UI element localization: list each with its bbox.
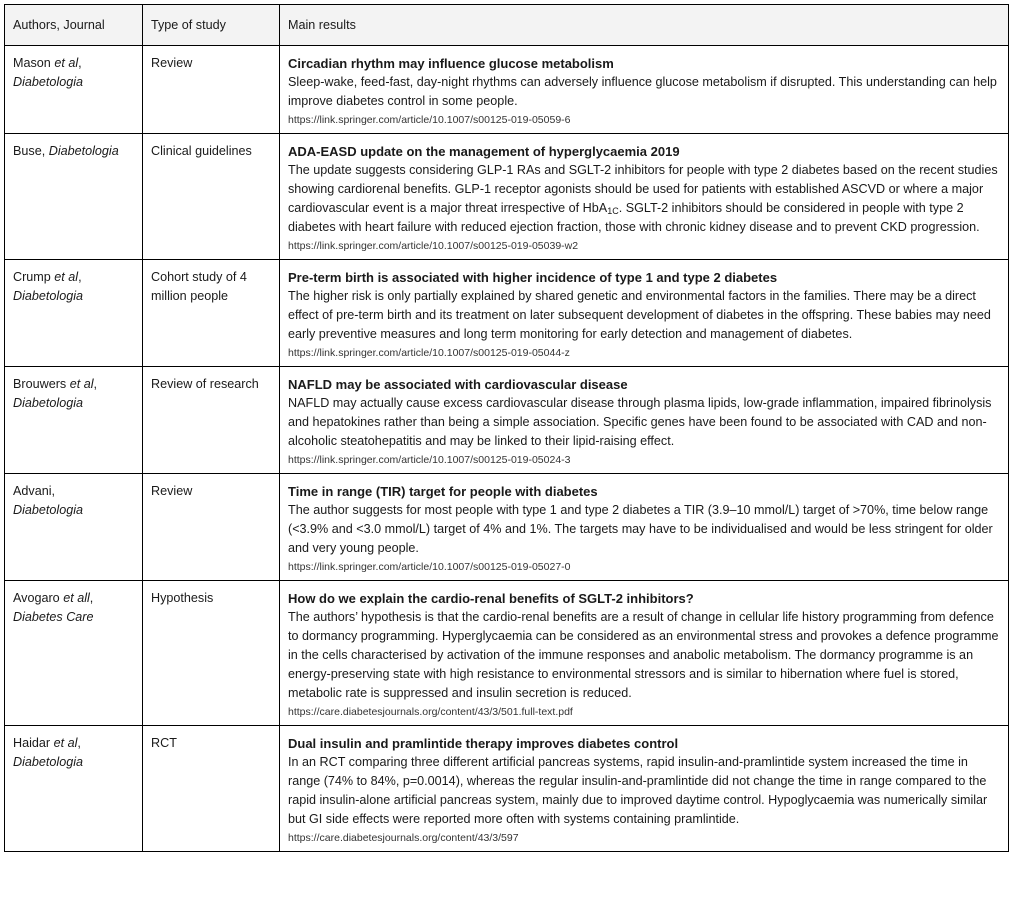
results-cell	[280, 367, 1009, 474]
comma: ,	[93, 377, 98, 391]
author-cell	[5, 367, 143, 474]
study-type: RCT	[143, 726, 280, 852]
author-name: Haidar	[13, 736, 51, 750]
comma: ,	[77, 736, 81, 750]
journal-name: Diabetologia	[13, 289, 84, 303]
study-type: Review	[143, 474, 280, 581]
author-cell	[5, 474, 143, 581]
table-row	[5, 46, 1009, 134]
et-al: et al	[69, 377, 94, 391]
journal-name: Diabetologia	[13, 396, 84, 410]
header-row	[5, 5, 1009, 46]
author-name: Mason	[13, 56, 51, 70]
header-authors: Authors, Journal	[5, 5, 143, 46]
header-results: Main results	[280, 5, 1009, 46]
results-cell	[280, 260, 1009, 367]
author-name: Advani,	[13, 484, 56, 498]
journal-name: Diabetes Care	[13, 610, 94, 624]
result-body-part: . SGLT-2 inhibitors should be considered in people with type 2 diabetes with heart failure with reduced ejection fraction, those with chronic kidney disease and to prevent CKD progression.	[288, 201, 980, 234]
result-body: The authors’ hypothesis is that the cardio-renal benefits are a result of change in cellular life history programming from defence to dormancy programming. Hyperglycaemia can be considered as an environmental stress and provokes a defence programme in the cells characterised by activation of the immune responses and anabolic metabolism. The dormancy programme is an energy-preserving state with high resistance to environmental stressors and is similar to hibernation where fuel is stored, metabolic rate is suppressed and insulin secretion is reduced.	[288, 610, 999, 700]
author-name: Buse,	[13, 144, 46, 158]
result-title: Circadian rhythm may influence glucose metabolism	[288, 56, 614, 71]
comma: ,	[89, 591, 94, 605]
study-type: Review	[143, 46, 280, 134]
result-body: In an RCT comparing three different artificial pancreas systems, rapid insulin-and-pramlintide system increased the time in range (74% to 84%, p=0.0014), whereas the regular insulin-and-pramlintide did not change the time in range compared to the rapid insulin-alone artificial pancreas system, mainly due to improved daytime control. Hypoglycaemia was numerically similar but GI side effects were reported more often with systems containing pramlintide.	[288, 755, 988, 826]
journal-name: Diabetologia	[48, 144, 119, 158]
result-link[interactable]: https://care.diabetesjournals.org/content/43/3/501.full-text.pdf	[288, 706, 573, 718]
result-link[interactable]: https://link.springer.com/article/10.1007/s00125-019-05024-3	[288, 454, 571, 466]
results-cell	[280, 726, 1009, 852]
studies-table	[4, 4, 1009, 852]
result-title: ADA-EASD update on the management of hyperglycaemia 2019	[288, 144, 680, 159]
result-link[interactable]: https://link.springer.com/article/10.1007/s00125-019-05027-0	[288, 561, 571, 573]
result-body-part: The update suggests considering GLP-1 RAs and SGLT-2 inhibitors for people with type 2 diabetes based on the recent studies showing cardiorenal benefits. GLP-1 receptor agonists should be used for patients with established ASCVD or where a major cardiovascular event is a major threat irrespective of HbA	[288, 163, 998, 215]
results-cell	[280, 474, 1009, 581]
result-body: Sleep-wake, feed-fast, day-night rhythms can adversely influence glucose metabolism if disrupted. This understanding can help improve diabetes control in some people.	[288, 75, 997, 108]
et-al: et al	[54, 56, 79, 70]
result-body	[288, 161, 1000, 237]
result-link[interactable]: https://link.springer.com/article/10.1007/s00125-019-05044-z	[288, 347, 570, 359]
result-title: Dual insulin and pramlintide therapy improves diabetes control	[288, 736, 679, 751]
comma: ,	[78, 56, 82, 70]
result-title: How do we explain the cardio-renal benefits of SGLT-2 inhibitors?	[288, 591, 694, 606]
study-type: Clinical guidelines	[143, 134, 280, 260]
table-row	[5, 474, 1009, 581]
table-row	[5, 367, 1009, 474]
author-name: Avogaro	[13, 591, 60, 605]
results-cell	[280, 581, 1009, 726]
et-al: et all	[63, 591, 90, 605]
table-row	[5, 726, 1009, 852]
author-cell	[5, 260, 143, 367]
table-row	[5, 260, 1009, 367]
header-type: Type of study	[143, 5, 280, 46]
table-row	[5, 134, 1009, 260]
result-link[interactable]: https://link.springer.com/article/10.1007/s00125-019-05039-w2	[288, 240, 579, 252]
study-type: Cohort study of 4 million people	[143, 260, 280, 367]
et-al: et al	[54, 270, 79, 284]
results-cell	[280, 46, 1009, 134]
journal-name: Diabetologia	[13, 755, 84, 769]
author-cell	[5, 581, 143, 726]
journal-name: Diabetologia	[13, 503, 84, 517]
result-body: The higher risk is only partially explained by shared genetic and environmental factors in the families. There may be a direct effect of pre-term birth and its treatment on later subsequent development of diabetes in the offspring. These babies may need early preventive measures and long term monitoring for early detection and management of diabetes.	[288, 289, 991, 341]
result-title: Time in range (TIR) target for people with diabetes	[288, 484, 598, 499]
result-title: NAFLD may be associated with cardiovascular disease	[288, 377, 628, 392]
result-title: Pre-term birth is associated with higher incidence of type 1 and type 2 diabetes	[288, 270, 778, 285]
results-cell	[280, 134, 1009, 260]
author-cell	[5, 46, 143, 134]
author-cell	[5, 726, 143, 852]
subscript: 1C	[607, 206, 619, 216]
author-cell	[5, 134, 143, 260]
table-row	[5, 581, 1009, 726]
result-link[interactable]: https://link.springer.com/article/10.1007/s00125-019-05059-6	[288, 114, 571, 126]
author-name: Brouwers	[13, 377, 67, 391]
result-link[interactable]: https://care.diabetesjournals.org/content/43/3/597	[288, 832, 519, 844]
author-name: Crump	[13, 270, 51, 284]
study-type: Hypothesis	[143, 581, 280, 726]
result-body: NAFLD may actually cause excess cardiovascular disease through plasma lipids, low-grade inflammation, impaired fibrinolysis and hepatokines rather than being a simple association. Specific genes have been found to be associated with CAD and non-alcoholic steatohepatitis and may be linked to their lipid-raising effect.	[288, 396, 992, 448]
result-body: The author suggests for most people with type 1 and type 2 diabetes a TIR (3.9–10 mmol/L) target of >70%, time below range (<3.9% and <3.0 mmol/L) target of 4% and 1%. The targets may have to be individualised and would be less stringent for older and very young people.	[288, 503, 993, 555]
comma: ,	[78, 270, 82, 284]
et-al: et al	[53, 736, 78, 750]
journal-name: Diabetologia	[13, 75, 84, 89]
study-type: Review of research	[143, 367, 280, 474]
